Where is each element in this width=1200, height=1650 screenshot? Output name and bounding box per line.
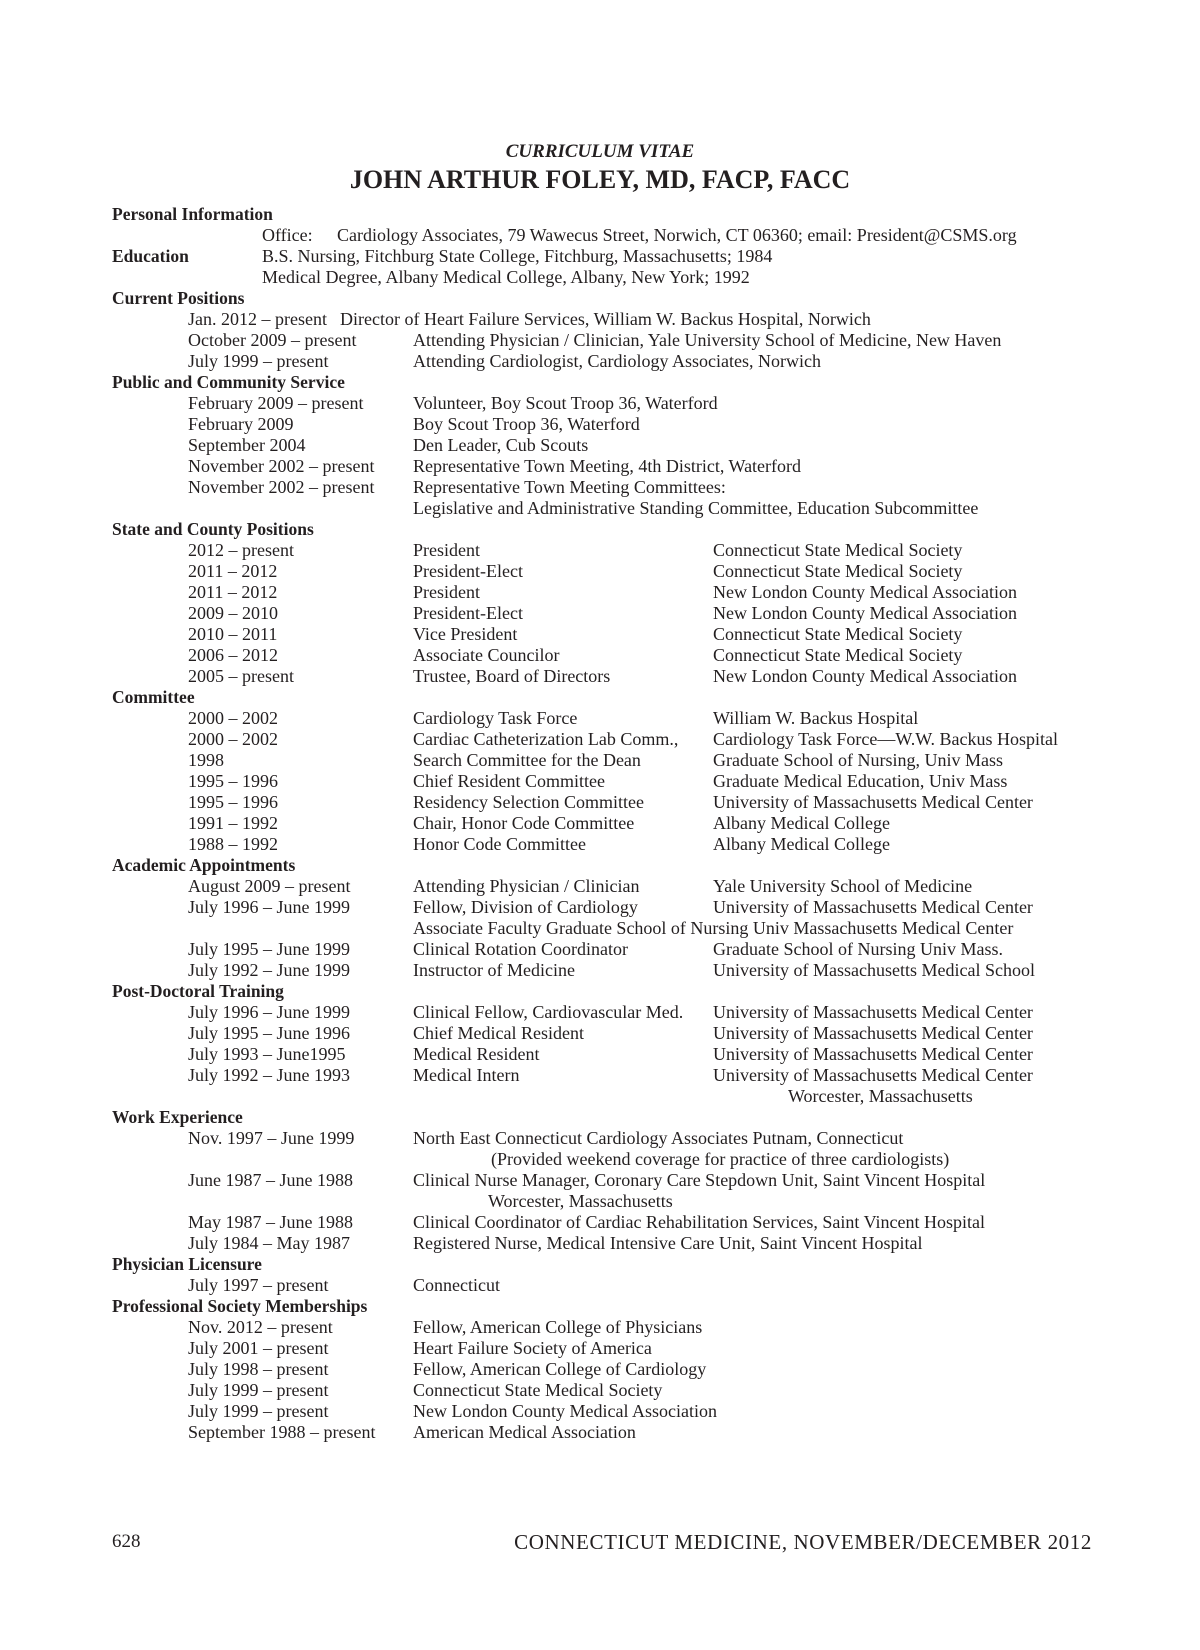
- entry-role: Clinical Fellow, Cardiovascular Med.: [413, 1002, 684, 1022]
- entry-date: July 1992 – June 1999: [188, 960, 350, 980]
- entry-org: Connecticut State Medical Society: [713, 561, 963, 581]
- section-heading-academic: Academic Appointments: [112, 855, 296, 875]
- entry-org: Albany Medical College: [713, 813, 890, 833]
- entry-role: President-Elect: [413, 561, 523, 581]
- entry-desc: North East Connecticut Cardiology Associates Putnam, Connecticut: [413, 1128, 904, 1148]
- entry-location: Worcester, Massachusetts: [788, 1086, 973, 1106]
- entry-date: July 1998 – present: [188, 1359, 329, 1379]
- entry-role: Vice President: [413, 624, 518, 644]
- entry-date: November 2002 – present: [188, 456, 375, 476]
- entry-date: July 1984 – May 1987: [188, 1233, 350, 1253]
- entry-org: Albany Medical College: [713, 834, 890, 854]
- education-line: Medical Degree, Albany Medical College, Albany, New York; 1992: [262, 267, 750, 287]
- section-heading-personal: Personal Information: [112, 204, 273, 224]
- office-label: Office:: [262, 225, 313, 245]
- entry-role: Chief Medical Resident: [413, 1023, 584, 1043]
- entry-desc: Boy Scout Troop 36, Waterford: [413, 414, 640, 434]
- entry-date: 1995 – 1996: [188, 792, 278, 812]
- entry-org: Cardiology Task Force—W.W. Backus Hospital: [713, 729, 1059, 749]
- entry-note: (Provided weekend coverage for practice of three cardiologists): [491, 1149, 950, 1169]
- entry-desc: Legislative and Administrative Standing Committee, Education Subcommittee: [413, 498, 979, 518]
- entry-desc: Director of Heart Failure Services, William W. Backus Hospital, Norwich: [340, 309, 871, 329]
- entry-role: President: [413, 582, 480, 602]
- section-heading-work: Work Experience: [112, 1107, 243, 1127]
- entry-date: May 1987 – June 1988: [188, 1212, 353, 1232]
- entry-org: University of Massachusetts Medical Center: [713, 897, 1033, 917]
- entry-date: 1995 – 1996: [188, 771, 278, 791]
- entry-date: October 2009 – present: [188, 330, 357, 350]
- entry-date: 2006 – 2012: [188, 645, 278, 665]
- entry-date: 2000 – 2002: [188, 708, 278, 728]
- entry-desc: Heart Failure Society of America: [413, 1338, 652, 1358]
- section-heading-postdoc: Post-Doctoral Training: [112, 981, 284, 1001]
- entry-date: 2000 – 2002: [188, 729, 278, 749]
- entry-role: Cardiology Task Force: [413, 708, 578, 728]
- entry-org: Connecticut State Medical Society: [713, 540, 963, 560]
- entry-desc: Connecticut: [413, 1275, 500, 1295]
- entry-date: July 1999 – present: [188, 351, 329, 371]
- entry-date: 2011 – 2012: [188, 561, 278, 581]
- entry-org: University of Massachusetts Medical Center: [713, 1002, 1033, 1022]
- education-line: B.S. Nursing, Fitchburg State College, Fitchburg, Massachusetts; 1984: [262, 246, 773, 266]
- entry-date: July 1996 – June 1999: [188, 897, 350, 917]
- section-heading-societies: Professional Society Memberships: [112, 1296, 368, 1316]
- entry-date: Jan. 2012 – present: [188, 309, 327, 329]
- entry-role: Instructor of Medicine: [413, 960, 575, 980]
- entry-org: New London County Medical Association: [713, 666, 1017, 686]
- entry-date: 2011 – 2012: [188, 582, 278, 602]
- entry-org: University of Massachusetts Medical Center: [713, 1023, 1033, 1043]
- entry-org: New London County Medical Association: [713, 582, 1017, 602]
- entry-org: Graduate Medical Education, Univ Mass: [713, 771, 1008, 791]
- entry-role: Residency Selection Committee: [413, 792, 644, 812]
- entry-desc: Volunteer, Boy Scout Troop 36, Waterford: [413, 393, 718, 413]
- entry-date: July 1993 – June1995: [188, 1044, 346, 1064]
- entry-org: Graduate School of Nursing Univ Mass.: [713, 939, 1003, 959]
- entry-date: Nov. 1997 – June 1999: [188, 1128, 355, 1148]
- entry-org: Yale University School of Medicine: [713, 876, 973, 896]
- publication-footer: CONNECTICUT MEDICINE, NOVEMBER/DECEMBER 2012: [514, 1530, 1092, 1554]
- entry-date: 2012 – present: [188, 540, 294, 560]
- entry-org: University of Massachusetts Medical Center: [713, 1065, 1033, 1085]
- entry-date: July 1995 – June 1999: [188, 939, 350, 959]
- entry-desc: Fellow, American College of Cardiology: [413, 1359, 707, 1379]
- entry-date: September 1988 – present: [188, 1422, 376, 1442]
- entry-date: 1988 – 1992: [188, 834, 278, 854]
- entry-desc: Attending Cardiologist, Cardiology Associates, Norwich: [413, 351, 821, 371]
- entry-role: Trustee, Board of Directors: [413, 666, 611, 686]
- entry-role: Chief Resident Committee: [413, 771, 605, 791]
- entry-role: Medical Resident: [413, 1044, 540, 1064]
- entry-date: February 2009: [188, 414, 294, 434]
- entry-date: 2010 – 2011: [188, 624, 278, 644]
- entry-date: July 1997 – present: [188, 1275, 329, 1295]
- section-heading-committee: Committee: [112, 687, 195, 707]
- entry-role: Cardiac Catheterization Lab Comm.,: [413, 729, 679, 749]
- document-title: JOHN ARTHUR FOLEY, MD, FACP, FACC: [349, 165, 851, 194]
- entry-date: July 1999 – present: [188, 1380, 329, 1400]
- entry-role: Associate Councilor: [413, 645, 560, 665]
- entry-desc: Representative Town Meeting Committees:: [413, 477, 726, 497]
- entry-date: September 2004: [188, 435, 306, 455]
- entry-desc: Attending Physician / Clinician, Yale University School of Medicine, New Haven: [413, 330, 1002, 350]
- entry-role: Honor Code Committee: [413, 834, 586, 854]
- entry-org: William W. Backus Hospital: [713, 708, 919, 728]
- entry-desc: Clinical Coordinator of Cardiac Rehabilitation Services, Saint Vincent Hospital: [413, 1212, 985, 1232]
- entry-desc: Den Leader, Cub Scouts: [413, 435, 589, 455]
- entry-date: 2005 – present: [188, 666, 294, 686]
- entry-desc: Connecticut State Medical Society: [413, 1380, 663, 1400]
- entry-desc: Representative Town Meeting, 4th District, Waterford: [413, 456, 802, 476]
- entry-date: July 1992 – June 1993: [188, 1065, 350, 1085]
- section-heading-public-service: Public and Community Service: [112, 372, 345, 392]
- section-heading-education: Education: [112, 246, 189, 266]
- document-subtitle: CURRICULUM VITAE: [505, 141, 695, 162]
- entry-desc: Associate Faculty Graduate School of Nursing Univ Massachusetts Medical Center: [413, 918, 1014, 938]
- entry-role: Attending Physician / Clinician: [413, 876, 640, 896]
- entry-role: President-Elect: [413, 603, 523, 623]
- entry-date: November 2002 – present: [188, 477, 375, 497]
- entry-desc: New London County Medical Association: [413, 1401, 717, 1421]
- entry-desc: Registered Nurse, Medical Intensive Care Unit, Saint Vincent Hospital: [413, 1233, 923, 1253]
- entry-date: June 1987 – June 1988: [188, 1170, 353, 1190]
- entry-role: Search Committee for the Dean: [413, 750, 641, 770]
- entry-org: New London County Medical Association: [713, 603, 1017, 623]
- entry-date: 1998: [188, 750, 224, 770]
- section-heading-licensure: Physician Licensure: [112, 1254, 262, 1274]
- entry-date: Nov. 2012 – present: [188, 1317, 333, 1337]
- section-heading-current-positions: Current Positions: [112, 288, 245, 308]
- entry-role: Fellow, Division of Cardiology: [413, 897, 638, 917]
- entry-org: Connecticut State Medical Society: [713, 624, 963, 644]
- entry-desc: Clinical Nurse Manager, Coronary Care Stepdown Unit, Saint Vincent Hospital: [413, 1170, 986, 1190]
- section-heading-state-county: State and County Positions: [112, 519, 314, 539]
- entry-role: Medical Intern: [413, 1065, 520, 1085]
- entry-date: July 1996 – June 1999: [188, 1002, 350, 1022]
- entry-org: University of Massachusetts Medical Center: [713, 1044, 1033, 1064]
- entry-org: Graduate School of Nursing, Univ Mass: [713, 750, 1003, 770]
- entry-date: August 2009 – present: [188, 876, 351, 896]
- entry-role: President: [413, 540, 480, 560]
- entry-date: July 1995 – June 1996: [188, 1023, 350, 1043]
- entry-role: Chair, Honor Code Committee: [413, 813, 635, 833]
- entry-desc: Fellow, American College of Physicians: [413, 1317, 703, 1337]
- entry-role: Clinical Rotation Coordinator: [413, 939, 628, 959]
- entry-org: University of Massachusetts Medical School: [713, 960, 1035, 980]
- entry-date: July 1999 – present: [188, 1401, 329, 1421]
- office-value: Cardiology Associates, 79 Wawecus Street, Norwich, CT 06360; email: President@CSMS.org: [337, 225, 1017, 245]
- entry-location: Worcester, Massachusetts: [488, 1191, 673, 1211]
- entry-org: University of Massachusetts Medical Center: [713, 792, 1033, 812]
- entry-date: 1991 – 1992: [188, 813, 278, 833]
- entry-desc: American Medical Association: [413, 1422, 636, 1442]
- entry-date: 2009 – 2010: [188, 603, 278, 623]
- entry-org: Connecticut State Medical Society: [713, 645, 963, 665]
- entry-date: February 2009 – present: [188, 393, 364, 413]
- entry-date: July 2001 – present: [188, 1338, 329, 1358]
- page-number: 628: [112, 1531, 141, 1552]
